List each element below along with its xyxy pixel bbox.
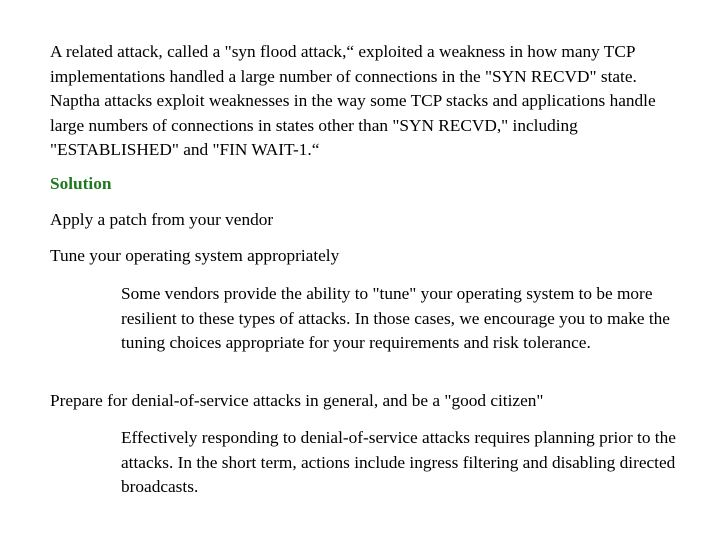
solution-subitem-prepare-detail: Effectively responding to denial-of-service attacks requires planning prior to the attacks. In the short term, actions include ingress filtering and disabling directed broadcasts.	[121, 428, 676, 497]
solution-subitem-tune-detail: Some vendors provide the ability to "tune" your operating system to be more resilient to these types of attacks. In those cases, we encourage you to make the tuning choices appropriate for your requirements and risk tolerance.	[121, 284, 670, 353]
intro-paragraph: A related attack, called a "syn flood attack,“ exploited a weakness in how many TCP implementations handled a large number of connections in the "SYN RECVD" state. Naptha attacks exploit weaknesses in the way some TCP stacks and applications handle large numbers of connections in states other than "SYN RECVD," including "ESTABLISHED" and "FIN WAIT-1.“	[50, 42, 656, 160]
solution-heading: Solution	[50, 174, 112, 193]
solution-item-tune: Tune your operating system appropriately	[50, 246, 340, 265]
solution-item-prepare: Prepare for denial-of-service attacks in general, and be a "good citizen"	[50, 391, 544, 410]
solution-item-patch: Apply a patch from your vendor	[50, 210, 274, 229]
